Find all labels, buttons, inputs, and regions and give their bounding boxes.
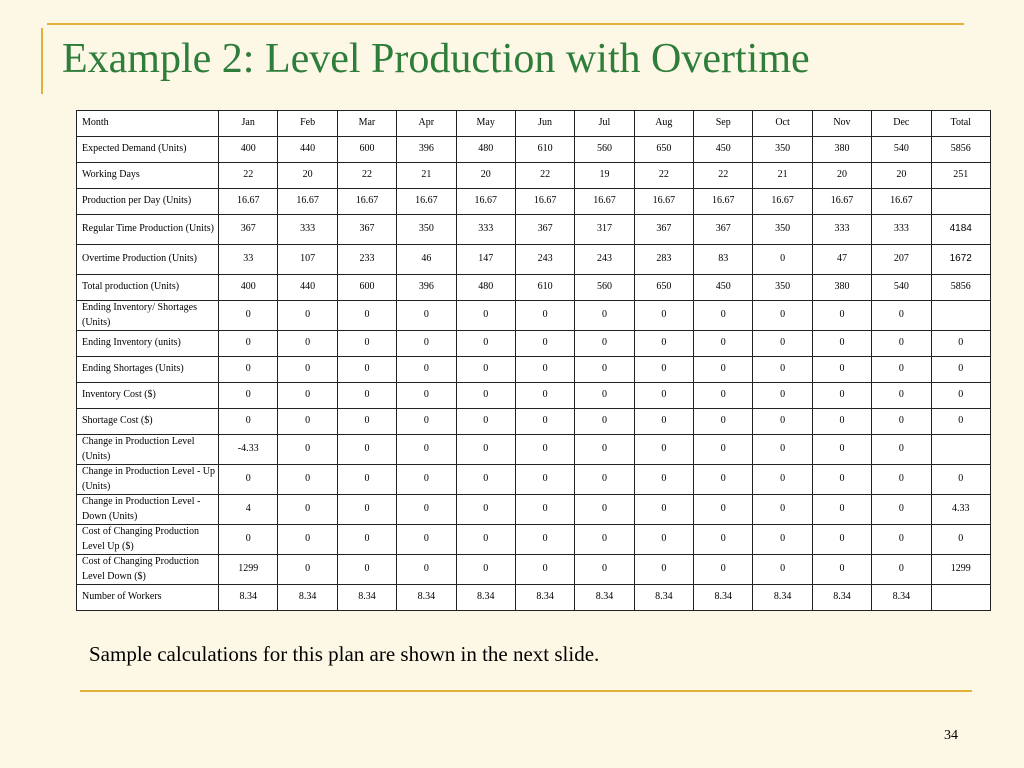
table-cell: 0: [872, 555, 931, 585]
table-cell: 8.34: [872, 585, 931, 611]
table-cell: 0: [397, 435, 456, 465]
table-cell: 0: [397, 301, 456, 331]
header-cell: Apr: [397, 111, 456, 137]
table-cell: 610: [515, 137, 574, 163]
table-cell: 107: [278, 245, 337, 275]
table-cell: 367: [219, 215, 278, 245]
table-row: [77, 245, 991, 275]
table-cell: 22: [219, 163, 278, 189]
table-cell: 0: [397, 357, 456, 383]
table-cell: 0: [397, 465, 456, 495]
table-cell: 8.34: [456, 585, 515, 611]
table-cell: 333: [812, 215, 871, 245]
table-cell: 0: [872, 331, 931, 357]
table-row: [77, 525, 991, 555]
table-cell: 0: [515, 301, 574, 331]
table-cell: 560: [575, 275, 634, 301]
table-cell: 0: [812, 465, 871, 495]
table-cell: 22: [694, 163, 753, 189]
table-cell: 0: [634, 495, 693, 525]
table-cell: 0: [694, 435, 753, 465]
table-cell: 0: [456, 555, 515, 585]
table-cell: 0: [872, 465, 931, 495]
table-cell: 0: [278, 525, 337, 555]
table-cell: 0: [634, 383, 693, 409]
production-plan-table: [76, 110, 991, 611]
table-cell: 8.34: [515, 585, 574, 611]
table-cell: 8.34: [753, 585, 812, 611]
table-cell: 0: [931, 357, 991, 383]
table-row: [77, 137, 991, 163]
table-cell: 0: [278, 465, 337, 495]
table-row: [77, 465, 991, 495]
table-cell: 8.34: [278, 585, 337, 611]
table-cell: 0: [456, 495, 515, 525]
header-cell: Jan: [219, 111, 278, 137]
table-cell: 0: [812, 301, 871, 331]
table-cell: 333: [278, 215, 337, 245]
table-cell: 8.34: [634, 585, 693, 611]
table-cell: 0: [812, 525, 871, 555]
table-cell: [931, 189, 991, 215]
table-cell: 0: [456, 435, 515, 465]
table-cell: 0: [397, 495, 456, 525]
table-cell: 0: [812, 495, 871, 525]
table-cell: 380: [812, 137, 871, 163]
row-label-cell: Change in Production Level (Units): [77, 435, 219, 465]
table-cell: 0: [219, 383, 278, 409]
table-cell: 147: [456, 245, 515, 275]
table-cell: 0: [753, 555, 812, 585]
table-cell: 22: [337, 163, 396, 189]
table-cell: 0: [694, 495, 753, 525]
table-cell: 0: [872, 525, 931, 555]
table-cell: 22: [634, 163, 693, 189]
table-cell: 0: [219, 331, 278, 357]
table-cell: 0: [456, 409, 515, 435]
table-cell: 367: [634, 215, 693, 245]
row-label-cell: Ending Shortages (Units): [77, 357, 219, 383]
header-cell: Nov: [812, 111, 871, 137]
table-cell: 317: [575, 215, 634, 245]
table-cell: 19: [575, 163, 634, 189]
table-cell: 47: [812, 245, 871, 275]
table-cell: 0: [812, 409, 871, 435]
table-cell: 0: [931, 409, 991, 435]
table-row: [77, 495, 991, 525]
table-cell: 0: [337, 435, 396, 465]
table-cell: 0: [575, 357, 634, 383]
table-cell: 350: [753, 275, 812, 301]
table-cell: 0: [753, 435, 812, 465]
table-cell: 0: [931, 383, 991, 409]
table-cell: 0: [575, 465, 634, 495]
table-cell: 0: [337, 465, 396, 495]
table-cell: 0: [872, 357, 931, 383]
row-label-cell: Overtime Production (Units): [77, 245, 219, 275]
slide-note: Sample calculations for this plan are shown in the next slide.: [89, 642, 600, 666]
header-cell: Dec: [872, 111, 931, 137]
table-row: [77, 331, 991, 357]
table-cell: 333: [456, 215, 515, 245]
table-cell: 0: [515, 435, 574, 465]
table-cell: 0: [456, 465, 515, 495]
header-cell: Aug: [634, 111, 693, 137]
table-cell: 0: [219, 409, 278, 435]
table-cell: 21: [397, 163, 456, 189]
table-cell: 440: [278, 275, 337, 301]
table-cell: 0: [219, 301, 278, 331]
table-cell: [931, 301, 991, 331]
table-cell: 0: [456, 525, 515, 555]
table-cell: 0: [694, 331, 753, 357]
table-cell: 600: [337, 137, 396, 163]
table-cell: 22: [515, 163, 574, 189]
table-cell: 233: [337, 245, 396, 275]
top-rule: [47, 23, 964, 25]
table-cell: 0: [812, 331, 871, 357]
table-cell: 283: [634, 245, 693, 275]
table-cell: 0: [812, 555, 871, 585]
table-cell: 440: [278, 137, 337, 163]
table-cell: 4184: [931, 215, 991, 245]
table-cell: 0: [931, 465, 991, 495]
row-label-cell: Regular Time Production (Units): [77, 215, 219, 245]
table-cell: 251: [931, 163, 991, 189]
table-cell: 0: [515, 465, 574, 495]
table-cell: 243: [515, 245, 574, 275]
table-cell: 8.34: [694, 585, 753, 611]
table-cell: 16.67: [812, 189, 871, 215]
table-cell: 0: [219, 465, 278, 495]
table-cell: 0: [278, 383, 337, 409]
table-cell: 16.67: [278, 189, 337, 215]
table-cell: 0: [634, 435, 693, 465]
row-label-cell: Cost of Changing Production Level Down ($): [77, 555, 219, 585]
table-cell: 650: [634, 137, 693, 163]
table-cell: 367: [694, 215, 753, 245]
table-cell: 0: [456, 301, 515, 331]
table-cell: 0: [634, 465, 693, 495]
table-cell: 0: [634, 357, 693, 383]
table-cell: 0: [931, 331, 991, 357]
header-cell: Jun: [515, 111, 574, 137]
table-cell: 243: [575, 245, 634, 275]
row-label-cell: Expected Demand (Units): [77, 137, 219, 163]
table-cell: 0: [337, 383, 396, 409]
table-row: [77, 435, 991, 465]
table-cell: 20: [278, 163, 337, 189]
table-cell: 0: [515, 409, 574, 435]
table-cell: 650: [634, 275, 693, 301]
table-cell: 0: [634, 301, 693, 331]
table-cell: 0: [337, 525, 396, 555]
table-cell: 367: [337, 215, 396, 245]
row-label-cell: Production per Day (Units): [77, 189, 219, 215]
row-label-cell: Change in Production Level - Down (Units): [77, 495, 219, 525]
table-cell: 0: [694, 555, 753, 585]
table-cell: 0: [515, 383, 574, 409]
table-cell: 0: [634, 331, 693, 357]
table-cell: 0: [456, 357, 515, 383]
table-row: [77, 555, 991, 585]
table-cell: 0: [753, 465, 812, 495]
header-cell: Sep: [694, 111, 753, 137]
row-label-cell: Change in Production Level - Up (Units): [77, 465, 219, 495]
table-cell: -4.33: [219, 435, 278, 465]
table-cell: 0: [694, 409, 753, 435]
table-cell: 0: [219, 357, 278, 383]
table-body: [77, 111, 991, 611]
table-cell: 396: [397, 137, 456, 163]
table-cell: 380: [812, 275, 871, 301]
table-cell: 0: [872, 409, 931, 435]
table-cell: 400: [219, 137, 278, 163]
table-cell: 0: [278, 357, 337, 383]
table-cell: 0: [278, 331, 337, 357]
table-cell: 0: [397, 555, 456, 585]
table-cell: 0: [575, 555, 634, 585]
table-cell: 21: [753, 163, 812, 189]
row-label-cell: Working Days: [77, 163, 219, 189]
table-cell: 350: [753, 215, 812, 245]
table-cell: 0: [575, 525, 634, 555]
table-cell: 0: [515, 555, 574, 585]
table-cell: 0: [634, 555, 693, 585]
table-cell: 0: [575, 495, 634, 525]
table-cell: 0: [575, 383, 634, 409]
table-cell: [931, 585, 991, 611]
table-cell: 0: [337, 301, 396, 331]
table-row: [77, 163, 991, 189]
table-cell: 0: [575, 331, 634, 357]
table-cell: 0: [694, 465, 753, 495]
table-cell: 0: [872, 495, 931, 525]
table-cell: 16.67: [753, 189, 812, 215]
table-cell: 0: [634, 409, 693, 435]
header-cell: Feb: [278, 111, 337, 137]
table-cell: 480: [456, 137, 515, 163]
table-cell: 0: [515, 525, 574, 555]
table-cell: 0: [337, 495, 396, 525]
table-cell: 0: [515, 495, 574, 525]
table-row: [77, 189, 991, 215]
table-cell: 0: [812, 357, 871, 383]
table-cell: 400: [219, 275, 278, 301]
table-cell: 8.34: [575, 585, 634, 611]
table-cell: 16.67: [219, 189, 278, 215]
table-cell: 0: [515, 357, 574, 383]
table-cell: 0: [278, 409, 337, 435]
table-cell: 0: [337, 555, 396, 585]
table-cell: 0: [694, 383, 753, 409]
table-header-row: [77, 111, 991, 137]
header-cell: May: [456, 111, 515, 137]
table-cell: 16.67: [397, 189, 456, 215]
table-cell: 0: [456, 331, 515, 357]
table-cell: 16.67: [694, 189, 753, 215]
row-label-cell: Inventory Cost ($): [77, 383, 219, 409]
table-cell: 0: [515, 331, 574, 357]
table-cell: 0: [812, 435, 871, 465]
table-cell: 1299: [931, 555, 991, 585]
slide-title: Example 2: Level Production with Overtime: [62, 36, 810, 82]
table-cell: 0: [694, 357, 753, 383]
table-cell: 450: [694, 275, 753, 301]
table-cell: 333: [872, 215, 931, 245]
table-cell: 0: [753, 245, 812, 275]
table-cell: 0: [575, 409, 634, 435]
table-cell: 0: [753, 301, 812, 331]
bottom-rule: [80, 690, 972, 692]
table-cell: 560: [575, 137, 634, 163]
table-cell: 396: [397, 275, 456, 301]
table-cell: 0: [456, 383, 515, 409]
row-label-cell: Shortage Cost ($): [77, 409, 219, 435]
table-cell: 0: [812, 383, 871, 409]
table-cell: 4.33: [931, 495, 991, 525]
table-cell: 20: [456, 163, 515, 189]
page-number: 34: [944, 728, 958, 743]
table-cell: 4: [219, 495, 278, 525]
header-cell: Total: [931, 111, 991, 137]
table-cell: 540: [872, 137, 931, 163]
table-cell: 83: [694, 245, 753, 275]
table-cell: 0: [753, 383, 812, 409]
table-cell: 20: [812, 163, 871, 189]
row-label-cell: Number of Workers: [77, 585, 219, 611]
header-cell-month: Month: [77, 111, 219, 137]
header-cell: Oct: [753, 111, 812, 137]
table-cell: 1672: [931, 245, 991, 275]
left-rule: [41, 28, 43, 94]
table-cell: 0: [694, 301, 753, 331]
table-cell: 5856: [931, 275, 991, 301]
table-cell: 0: [753, 409, 812, 435]
table-cell: 350: [753, 137, 812, 163]
table-cell: 0: [575, 301, 634, 331]
table-row: [77, 383, 991, 409]
table-cell: 0: [634, 525, 693, 555]
table-cell: 0: [337, 357, 396, 383]
table-cell: 0: [337, 331, 396, 357]
table-cell: 46: [397, 245, 456, 275]
table-cell: 350: [397, 215, 456, 245]
table-cell: [931, 435, 991, 465]
row-label-cell: Ending Inventory (units): [77, 331, 219, 357]
table-row: [77, 275, 991, 301]
table-cell: 610: [515, 275, 574, 301]
table-cell: 0: [397, 409, 456, 435]
table-cell: 0: [278, 435, 337, 465]
table-cell: 0: [753, 525, 812, 555]
table-cell: 16.67: [575, 189, 634, 215]
table-cell: 0: [872, 435, 931, 465]
table-row: [77, 585, 991, 611]
table-cell: 540: [872, 275, 931, 301]
header-cell: Jul: [575, 111, 634, 137]
table-cell: 0: [753, 331, 812, 357]
table-cell: 20: [872, 163, 931, 189]
table-cell: 8.34: [219, 585, 278, 611]
table-cell: 0: [278, 555, 337, 585]
table-cell: 0: [278, 301, 337, 331]
table-cell: 16.67: [456, 189, 515, 215]
table-cell: 16.67: [872, 189, 931, 215]
row-label-cell: Cost of Changing Production Level Up ($): [77, 525, 219, 555]
row-label-cell: Total production (Units): [77, 275, 219, 301]
row-label-cell: Ending Inventory/ Shortages (Units): [77, 301, 219, 331]
table-cell: 0: [753, 357, 812, 383]
table-cell: 207: [872, 245, 931, 275]
table-cell: 16.67: [337, 189, 396, 215]
table-row: [77, 409, 991, 435]
table-cell: 0: [872, 301, 931, 331]
table-cell: 0: [575, 435, 634, 465]
table-cell: 8.34: [812, 585, 871, 611]
table-cell: 0: [397, 331, 456, 357]
table-cell: 0: [278, 495, 337, 525]
table-cell: 0: [931, 525, 991, 555]
table-row: [77, 215, 991, 245]
table-cell: 450: [694, 137, 753, 163]
table-cell: 0: [397, 383, 456, 409]
table-cell: 0: [219, 525, 278, 555]
table-row: [77, 301, 991, 331]
table-cell: 0: [753, 495, 812, 525]
table-cell: 480: [456, 275, 515, 301]
table-cell: 8.34: [337, 585, 396, 611]
table-cell: 0: [397, 525, 456, 555]
header-cell: Mar: [337, 111, 396, 137]
table-row: [77, 357, 991, 383]
table-cell: 8.34: [397, 585, 456, 611]
table-cell: 1299: [219, 555, 278, 585]
table-cell: 600: [337, 275, 396, 301]
table-cell: 5856: [931, 137, 991, 163]
table-cell: 0: [337, 409, 396, 435]
table-cell: 33: [219, 245, 278, 275]
table-cell: 0: [872, 383, 931, 409]
table-cell: 0: [694, 525, 753, 555]
table-cell: 16.67: [634, 189, 693, 215]
table-cell: 16.67: [515, 189, 574, 215]
table-cell: 367: [515, 215, 574, 245]
